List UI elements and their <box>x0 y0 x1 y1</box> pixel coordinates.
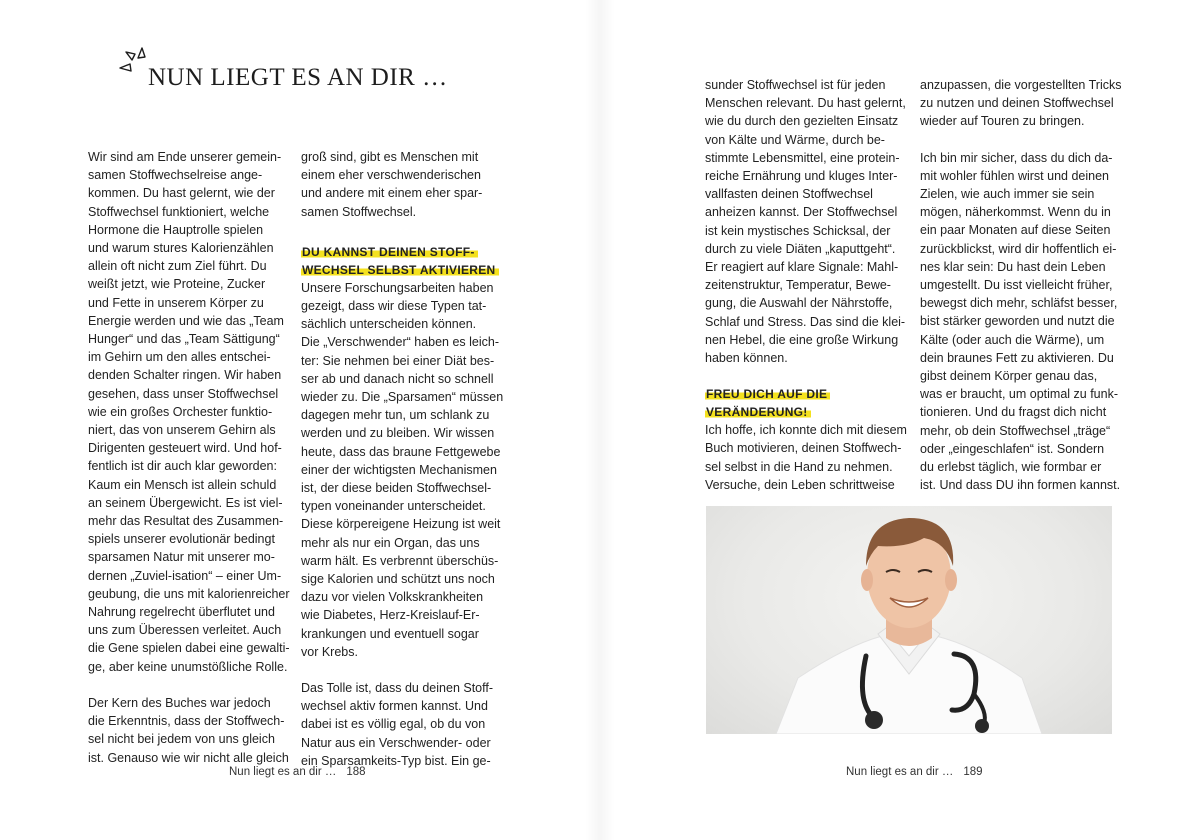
paragraph-intro <box>88 148 288 676</box>
paragraph-core <box>88 694 288 767</box>
text-column-3 <box>705 76 907 494</box>
text-line: sächlich unterscheiden können. <box>301 317 477 332</box>
text-line: samen Stoffwechsel. <box>301 204 417 219</box>
text-line: Stoffwechsel funktioniert, welche <box>88 204 270 219</box>
text-line: ein paar Monaten auf diese Seiten <box>920 223 1111 238</box>
text-line: dernen „Zuviel-isation“ – einer Um- <box>88 568 282 583</box>
text-line: allein oft nicht zum Ziel führt. Du <box>88 259 267 274</box>
text-line: sunder Stoffwechsel ist für jeden <box>705 78 886 92</box>
text-line: die Gene spielen dabei eine gewalti- <box>88 641 290 656</box>
text-line: warm hält. Es verbrennt überschüs- <box>301 553 499 568</box>
paragraph-motivation <box>705 421 907 494</box>
text-line: sel selbst in die Hand zu nehmen. <box>705 459 893 474</box>
paragraph-adapt <box>920 76 1122 131</box>
text-line: wieder zu. Die „Sparsamen“ müssen <box>301 390 504 405</box>
text-line: haben können. <box>705 351 788 366</box>
text-line: einem eher verschwenderischen <box>301 168 481 183</box>
text-line: heute, dass das braune Fettgewebe <box>301 444 501 459</box>
running-footer-text: Nun liegt es an dir … <box>846 766 954 778</box>
text-line: mit wohler fühlen wirst und deinen <box>920 168 1109 183</box>
text-line: umgestellt. Du isst vielleicht früher, <box>920 278 1113 293</box>
portrait-photo <box>706 506 1112 734</box>
text-line: gibst deinem Körper genau das, <box>920 369 1098 384</box>
text-line: bewegst dich mehr, schläfst besser, <box>920 296 1118 311</box>
text-line: Ich hoffe, ich konnte dich mit diesem <box>705 423 907 438</box>
text-line: Nahrung regelrecht überflutet und <box>88 605 275 620</box>
text-line: und Fette in unserem Körper zu <box>88 295 264 310</box>
text-line: sparsamen Natur mit unserer mo- <box>88 550 275 565</box>
text-line: ter: Sie nehmen bei einer Diät bes- <box>301 353 495 368</box>
text-line: ist kein mystisches Schicksal, der <box>705 223 891 238</box>
text-line: Energie werden und wie das „Team <box>88 313 284 328</box>
text-line: gung, die Auswahl der Nährstoffe, <box>705 296 893 311</box>
text-line: und andere mit einem eher spar- <box>301 186 483 201</box>
text-line: Wir sind am Ende unserer gemein- <box>88 150 282 164</box>
text-line: ser ab und danach nicht so schnell <box>301 371 494 386</box>
text-line: Zielen, wie auch immer sie sein <box>920 187 1095 202</box>
text-line: Dirigenten gesteuert wird. Und hof- <box>88 441 282 456</box>
text-line: samen Stoffwechselreise ange- <box>88 168 263 183</box>
footer-right <box>846 766 983 778</box>
text-line: Hunger“ und das „Team Sättigung“ <box>88 332 280 347</box>
text-line: uns zum Überessen verleitet. Auch <box>88 623 282 638</box>
text-line: ein Sparsamkeits-Typ bist. Ein ge- <box>301 753 491 768</box>
text-line: groß sind, gibt es Menschen mit <box>301 150 479 164</box>
text-line: Menschen relevant. Du hast gelernt, <box>705 96 906 111</box>
text-line: ge, aber keine unumstößliche Rolle. <box>88 659 288 674</box>
text-line: zu nutzen und deinen Stoffwechsel <box>920 96 1114 111</box>
text-line: einer der wichtigsten Mechanismen <box>301 462 497 477</box>
text-line: und warum stures Kalorienzählen <box>88 241 274 256</box>
text-column-4 <box>920 76 1122 494</box>
text-line: Die „Verschwender“ haben es leich- <box>301 335 500 350</box>
paragraph-healthy <box>705 76 906 367</box>
text-line: du erlebst täglich, wie formbar er <box>920 460 1102 475</box>
text-line: wechsel aktiv formen kannst. Und <box>301 699 488 714</box>
text-line: dagegen mehr tun, um schlank zu <box>301 408 490 423</box>
text-line: denden Schalter ringen. Wir haben <box>88 368 282 383</box>
text-line: kommen. Du hast gelernt, wie der <box>88 186 275 201</box>
paragraph-types <box>301 148 501 221</box>
text-line: Kaum ein Mensch ist allein schuld <box>88 477 277 492</box>
text-line: zurückblickst, wird dir hoffentlich ei- <box>920 241 1117 256</box>
text-line: gezeigt, dass wir diese Typen tat- <box>301 299 487 314</box>
text-line: durch zu viele Diäten „kaputtgeht“. <box>705 241 896 256</box>
text-line: von Kälte und Wärme, durch be- <box>705 132 885 147</box>
text-line: fentlich ist dir auch klar geworden: <box>88 459 277 474</box>
chapter-title: NUN LIEGT ES AN DIR … <box>148 64 448 91</box>
text-line: vor Krebs. <box>301 644 358 659</box>
text-line: weißt jetzt, wie Proteine, Zucker <box>88 277 266 292</box>
text-line: Er reagiert auf klare Signale: Mahl- <box>705 260 899 275</box>
text-line: reiche Ernährung und kluges Inter- <box>705 169 898 184</box>
text-line: stimmte Lebensmittel, eine protein- <box>705 150 900 165</box>
text-line: anzupassen, die vorgestellten Tricks <box>920 78 1122 92</box>
text-line: Unsere Forschungsarbeiten haben <box>301 280 494 295</box>
paragraph-form <box>301 679 501 770</box>
text-line: dazu vor vielen Volkskrankheiten <box>301 590 484 605</box>
text-line: dein braunes Fett zu aktivieren. Du <box>920 350 1114 365</box>
text-column-2 <box>301 148 504 770</box>
text-line: ist, der diese beiden Stoffwechsel- <box>301 481 492 496</box>
text-line: mehr, ob dein Stoffwechsel „träge“ <box>920 423 1111 438</box>
text-line: krankungen und eventuell sogar <box>301 626 479 641</box>
text-line: nes klar sein: Du hast dein Leben <box>920 259 1106 274</box>
text-line: geubung, die uns mit kalorienreicher <box>88 586 290 601</box>
text-line: Natur aus ein Verschwender- oder <box>301 735 491 750</box>
text-line: Versuche, dein Leben schrittweise <box>705 477 895 492</box>
running-footer-text: Nun liegt es an dir … <box>229 766 337 778</box>
text-line: vallfasten deinen Stoffwechsel <box>705 187 873 202</box>
text-line: wieder auf Touren zu bringen. <box>920 114 1085 129</box>
text-line: mehr das Resultat des Zusammen- <box>88 514 284 529</box>
text-line: wie ein großes Orchester funktio- <box>88 404 273 419</box>
text-line: Ich bin mir sicher, dass du dich da- <box>920 150 1113 165</box>
text-line: tionieren. Und du fragst dich nicht <box>920 405 1107 420</box>
text-line: wie Diabetes, Herz-Kreislauf-Er- <box>301 608 480 623</box>
text-line: Hormone die Hauptrolle spielen <box>88 222 264 237</box>
doctor-portrait-image <box>706 506 1112 734</box>
text-line: im Gehirn um den alles entschei- <box>88 350 271 365</box>
text-line: bist stärker geworden und nutzt die <box>920 314 1115 329</box>
text-line: mehr als nur ein Organ, das uns <box>301 535 480 550</box>
text-line: Das Tolle ist, dass du deinen Stoff- <box>301 681 494 696</box>
paragraph-research <box>301 279 504 661</box>
text-line: oder „eingeschlafen“ ist. Sondern <box>920 441 1105 456</box>
text-line: mögen, näherkommst. Wenn du in <box>920 205 1111 220</box>
page-number: 188 <box>346 766 366 778</box>
text-line: was er braucht, um optimal zu funk- <box>920 387 1118 402</box>
text-line: Kälte (oder auch die Wärme), um <box>920 332 1105 347</box>
text-line: nen Hebel, die eine große Wirkung <box>705 332 899 347</box>
text-line: Buch motivieren, deinen Stoffwech- <box>705 441 902 456</box>
text-line: dabei ist es völlig egal, ob du von <box>301 717 486 732</box>
text-line: ist. Und dass DU ihn formen kannst. <box>920 478 1121 493</box>
text-line: die Erkenntnis, dass der Stoffwech- <box>88 714 285 729</box>
text-line: werden und zu bleiben. Wir wissen <box>301 426 495 441</box>
text-line: wie du durch den gezielten Einsatz <box>705 114 899 129</box>
page-number: 189 <box>963 766 983 778</box>
paragraph-confidence <box>920 149 1121 495</box>
footer-left <box>229 766 366 778</box>
text-column-1 <box>88 148 288 767</box>
text-line: Diese körpereigene Heizung ist weit <box>301 517 501 532</box>
text-line: sel nicht bei jedem von uns gleich <box>88 732 275 747</box>
text-line: Der Kern des Buches war jedoch <box>88 695 271 710</box>
section-heading-change: FREU DICH AUF DIE VERÄNDERUNG! <box>705 385 903 421</box>
text-line: anheizen kannst. Der Stoffwechsel <box>705 205 898 220</box>
section-heading-activate: DU KANNST DEINEN STOFF- WECHSEL SELBST AKTIVIEREN <box>301 243 501 279</box>
book-gutter <box>585 0 615 840</box>
text-line: ist. Genauso wie wir nicht alle gleich <box>88 750 289 765</box>
text-line: gesehen, dass unser Stoffwechsel <box>88 386 279 401</box>
text-line: spiels unserer evolutionär bedingt <box>88 532 275 547</box>
text-line: zeitenstruktur, Temperatur, Bewe- <box>705 278 891 293</box>
text-line: typen voneinander unterscheidet. <box>301 499 486 514</box>
text-line: Schlaf und Stress. Das sind die klei- <box>705 314 906 329</box>
text-line: sige Kalorien und schützt uns noch <box>301 572 495 587</box>
text-line: an seinem Übergewicht. Es ist viel- <box>88 495 283 510</box>
text-line: niert, das von unserem Gehirn als <box>88 423 276 438</box>
